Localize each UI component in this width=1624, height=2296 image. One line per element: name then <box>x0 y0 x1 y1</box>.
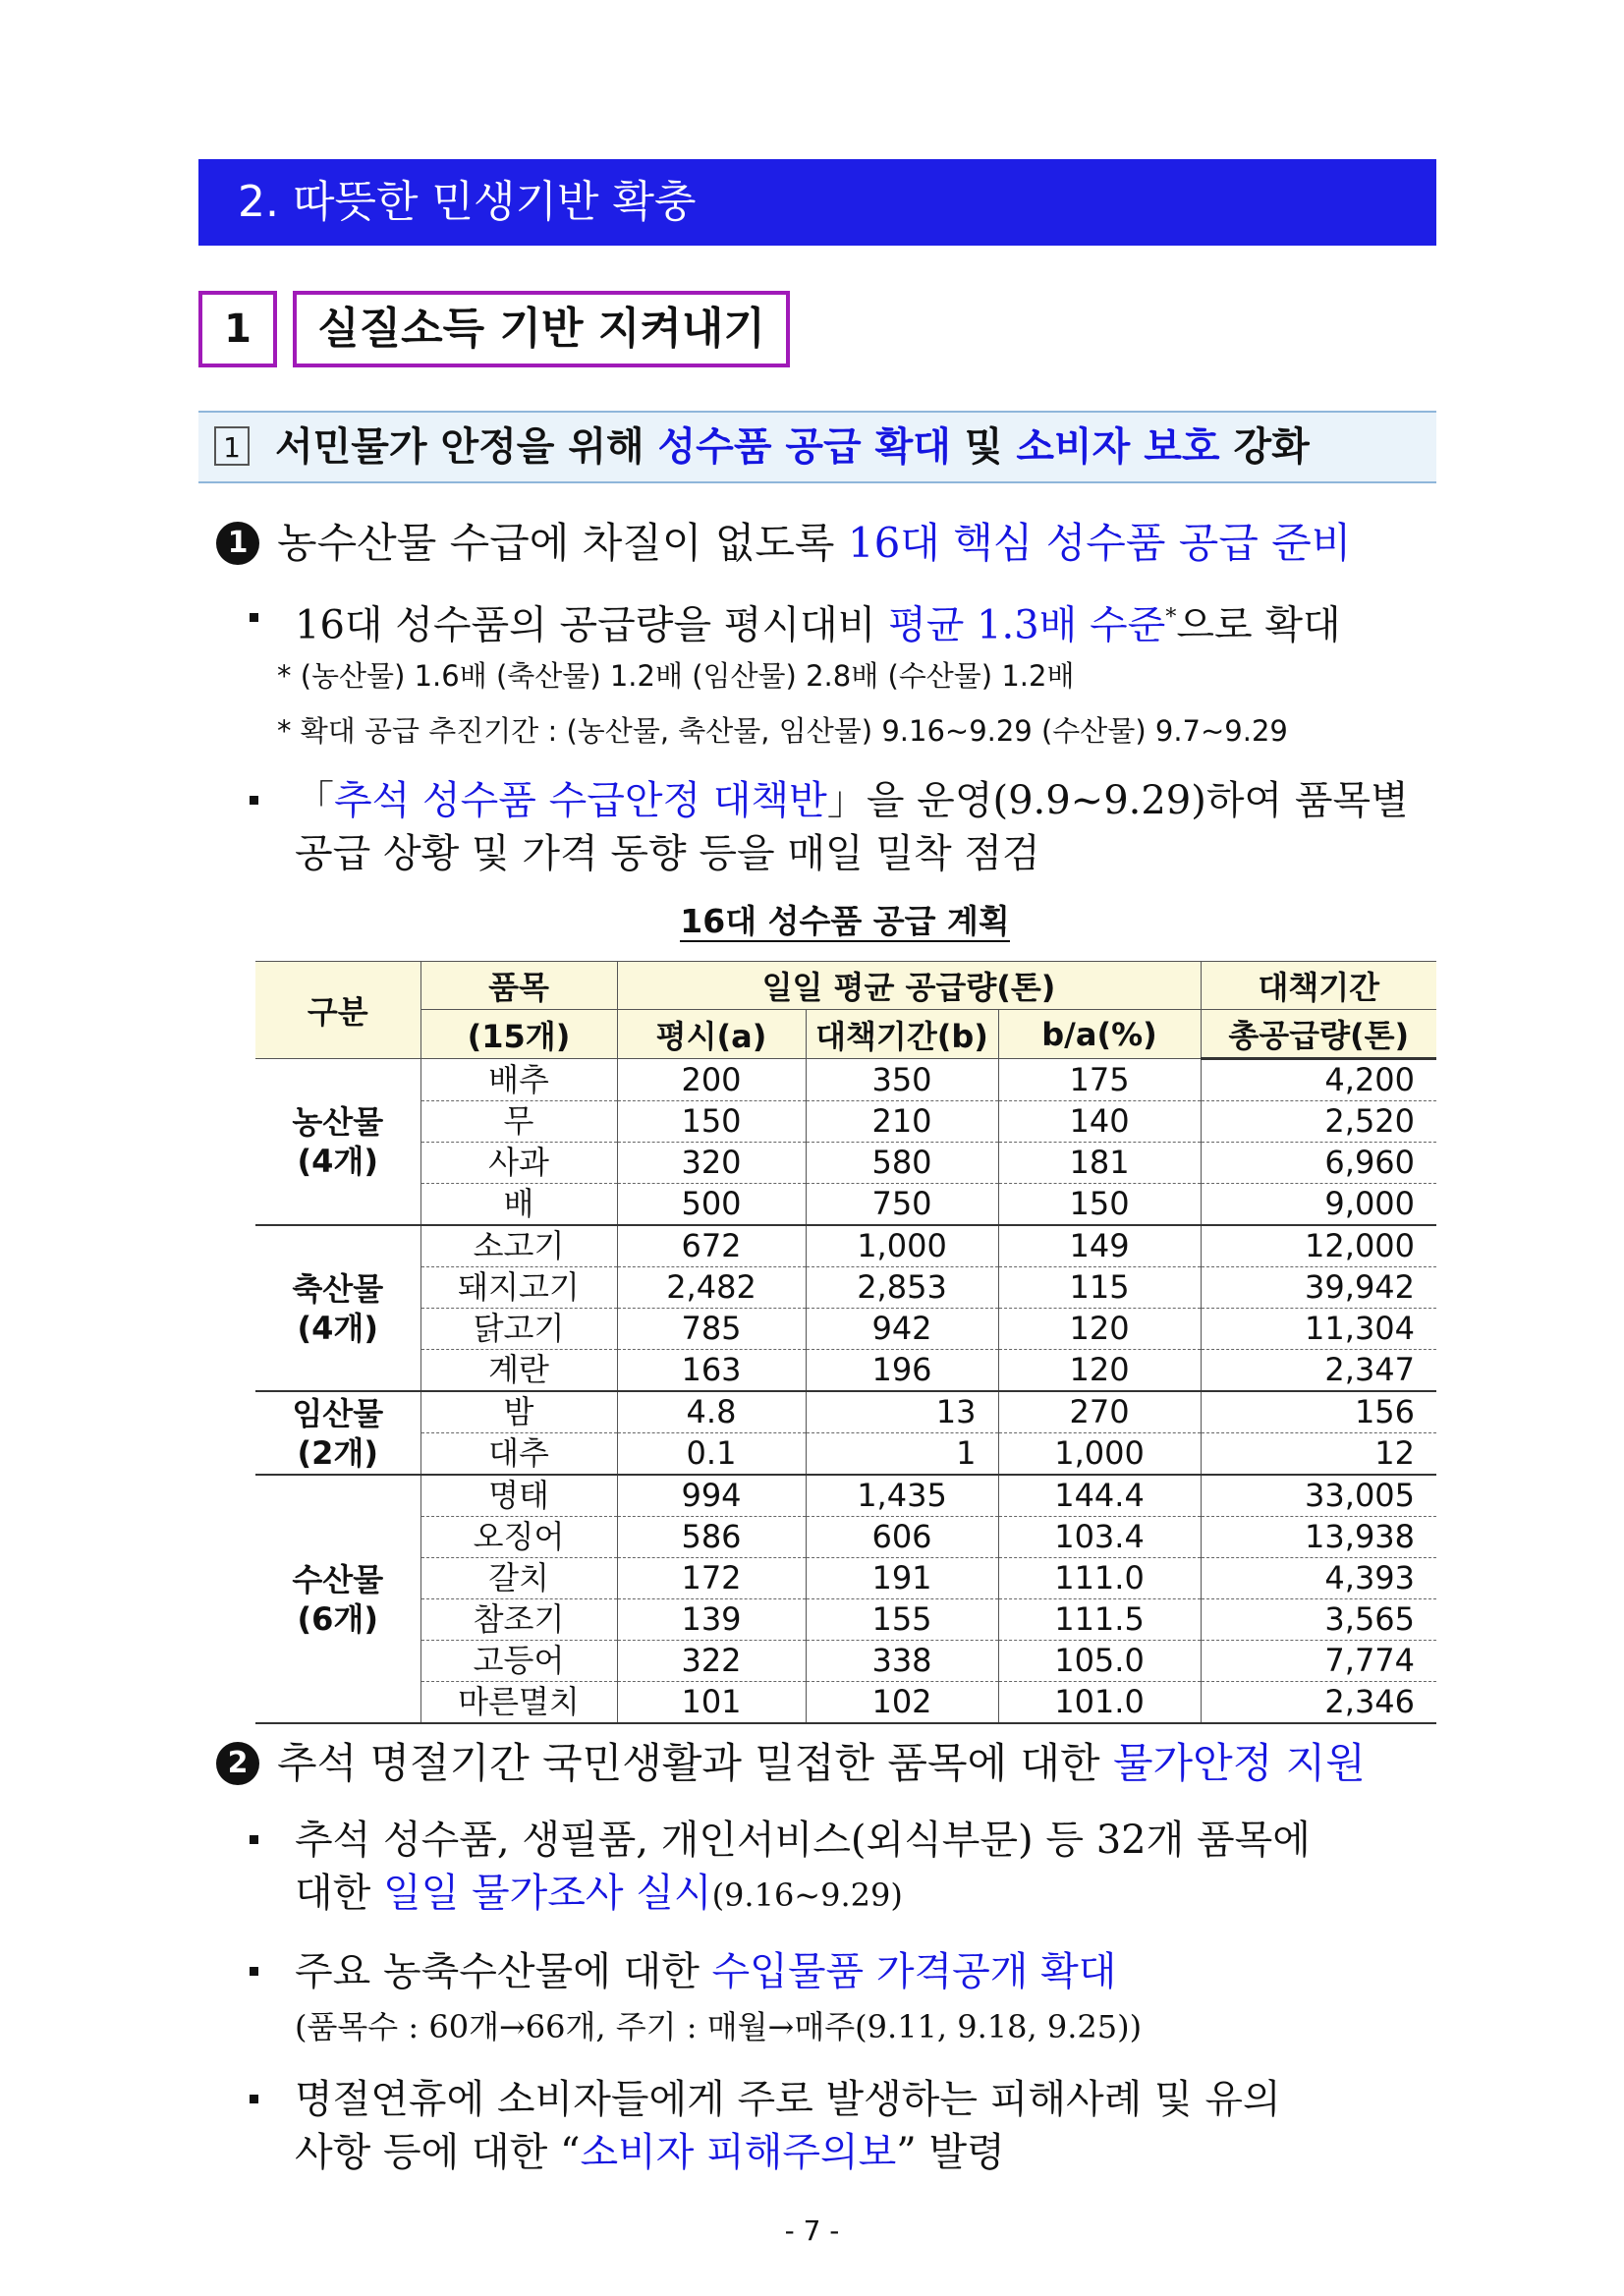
table-cell: 4,200 <box>1201 1059 1436 1101</box>
table-row <box>255 1059 1436 1101</box>
bullet2 <box>250 774 1448 880</box>
bullet3-text-a: 추석 성수품, 생필품, 개인서비스(외식부문) 등 32개 품목에 <box>295 1818 1311 1863</box>
table-cell: 150 <box>998 1184 1201 1226</box>
table-cell: 4,393 <box>1201 1558 1436 1599</box>
table-cell: 144.4 <box>998 1475 1201 1517</box>
header-total-1: 대책기간 <box>1201 962 1436 1010</box>
table-cell: 139 <box>617 1599 806 1641</box>
topic-text-a: 서민물가 안정을 위해 <box>275 424 658 470</box>
table-cell: 210 <box>806 1101 998 1143</box>
bullet3-text-b: 대한 <box>295 1871 383 1916</box>
bullet-marker <box>250 796 258 805</box>
table-cell: 13 <box>806 1391 998 1433</box>
topic-text-d: 소비자 보호 <box>1016 424 1220 470</box>
table-row <box>255 1641 1436 1682</box>
table-cell: 갈치 <box>420 1558 617 1599</box>
bullet4-line2: (품목수 : 60개→66개, 주기 : 매월→매주(9.11, 9.18, 9.25)) <box>295 2008 1143 2045</box>
table-cell: 320 <box>617 1143 806 1184</box>
table-row <box>255 1350 1436 1392</box>
bullet3 <box>250 1814 1448 1922</box>
table-cell: 1,000 <box>998 1433 1201 1476</box>
table-cell: 196 <box>806 1350 998 1392</box>
table-cell: 942 <box>806 1309 998 1350</box>
header-total-2: 총공급량(톤) <box>1201 1010 1436 1059</box>
table-cell: 120 <box>998 1309 1201 1350</box>
table-cell: 101.0 <box>998 1682 1201 1724</box>
table-row <box>255 1475 1436 1517</box>
table-cell: 156 <box>1201 1391 1436 1433</box>
table-cell: 무 <box>420 1101 617 1143</box>
bullet1-text-c: 으로 확대 <box>1176 602 1341 648</box>
table-cell: 172 <box>617 1558 806 1599</box>
table-cell: 350 <box>806 1059 998 1101</box>
topic-marker: 1 <box>214 426 250 466</box>
table-cell: 120 <box>998 1350 1201 1392</box>
table-row <box>255 1682 1436 1724</box>
table-cell: 200 <box>617 1059 806 1101</box>
table-cell: 102 <box>806 1682 998 1724</box>
topic-text-b: 성수품 공급 확대 <box>657 424 951 470</box>
table-cell: 140 <box>998 1101 1201 1143</box>
table-cell: 175 <box>998 1059 1201 1101</box>
item1-number: 1 <box>216 522 259 565</box>
table-cell: 155 <box>806 1599 998 1641</box>
bullet5-text-a: 명절연휴에 소비자들에게 주로 발생하는 피해사례 및 유의 <box>295 2077 1281 2122</box>
supply-table <box>255 961 1436 1724</box>
table-title: 16대 성수품 공급 계획 <box>680 902 1010 940</box>
table-cell: 150 <box>617 1101 806 1143</box>
bullet1-note1: * (농산물) 1.6배 (축산물) 1.2배 (임산물) 2.8배 (수산물) 1.2배 <box>277 659 1075 693</box>
table-row <box>255 1558 1436 1599</box>
section-title: 2. 따뜻한 민생기반 확충 <box>198 159 1436 246</box>
item2-text-a: 추석 명절기간 국민생활과 밀접한 품목에 대한 <box>277 1739 1113 1787</box>
bullet5-text-d: ” 발령 <box>896 2130 1005 2175</box>
table-row <box>255 1267 1436 1309</box>
table-cell: 3,565 <box>1201 1599 1436 1641</box>
table-cell: 500 <box>617 1184 806 1226</box>
header-item-count: (15개) <box>420 1010 617 1059</box>
item2-heading <box>216 1735 1444 1792</box>
table-cell: 12 <box>1201 1433 1436 1476</box>
table-cell: 6,960 <box>1201 1143 1436 1184</box>
bullet1-text-a: 16대 성수품의 공급량을 평시대비 <box>295 602 889 648</box>
group-label: 수산물 (6개) <box>255 1475 420 1723</box>
item1-heading <box>216 515 1444 572</box>
table-cell: 586 <box>617 1517 806 1558</box>
table-cell: 돼지고기 <box>420 1267 617 1309</box>
table-cell: 39,942 <box>1201 1267 1436 1309</box>
bullet-marker <box>250 613 258 622</box>
bullet3-text-c: 일일 물가조사 실시 <box>383 1871 712 1916</box>
header-item: 품목 <box>420 962 617 1010</box>
table-row <box>255 1433 1436 1476</box>
table-cell: 191 <box>806 1558 998 1599</box>
table-cell: 1 <box>806 1433 998 1476</box>
item2-text-b: 물가안정 지원 <box>1112 1739 1366 1787</box>
header-daily: 일일 평균 공급량(톤) <box>617 962 1201 1010</box>
bullet2-text-b: 추석 성수품 수급안정 대책반 <box>334 778 827 823</box>
table-cell: 사과 <box>420 1143 617 1184</box>
table-cell: 4.8 <box>617 1391 806 1433</box>
table-cell: 2,347 <box>1201 1350 1436 1392</box>
table-cell: 270 <box>998 1391 1201 1433</box>
group-label: 농산물 (4개) <box>255 1059 420 1226</box>
table-cell: 994 <box>617 1475 806 1517</box>
topic-bar <box>198 411 1436 483</box>
topic-text-e: 강화 <box>1219 424 1310 470</box>
table-cell: 고등어 <box>420 1641 617 1682</box>
group-label: 임산물 (2개) <box>255 1391 420 1475</box>
topic-text-c: 및 <box>950 424 1017 470</box>
table-row <box>255 1391 1436 1433</box>
table-row <box>255 1143 1436 1184</box>
table-cell: 111.0 <box>998 1558 1201 1599</box>
bullet1-note2: * 확대 공급 추진기간 : (농산물, 축산물, 임산물) 9.16~9.29 (수산물) 9.7~9.29 <box>277 714 1288 748</box>
page-number: - 7 - <box>784 2214 840 2247</box>
table-cell: 1,000 <box>806 1225 998 1267</box>
subsection-number: 1 <box>198 291 277 367</box>
table-row <box>255 1309 1436 1350</box>
table-cell: 163 <box>617 1350 806 1392</box>
bullet5-text-b: 사항 등에 대한 “ <box>295 2130 581 2175</box>
header-category: 구분 <box>255 962 420 1059</box>
bullet1-star: * <box>1165 605 1177 630</box>
table-cell: 7,774 <box>1201 1641 1436 1682</box>
table-cell: 111.5 <box>998 1599 1201 1641</box>
table-cell: 13,938 <box>1201 1517 1436 1558</box>
bullet-marker <box>250 2095 258 2103</box>
bullet4-text-a: 주요 농축수산물에 대한 <box>295 1949 712 1994</box>
group-label: 축산물 (4개) <box>255 1225 420 1391</box>
table-cell: 105.0 <box>998 1641 1201 1682</box>
table-cell: 대추 <box>420 1433 617 1476</box>
subsection-title: 실질소득 기반 지켜내기 <box>293 291 790 367</box>
bullet3-text-d: (9.16~9.29) <box>711 1876 903 1914</box>
table-cell: 580 <box>806 1143 998 1184</box>
table-cell: 닭고기 <box>420 1309 617 1350</box>
table-cell: 2,520 <box>1201 1101 1436 1143</box>
table-cell: 0.1 <box>617 1433 806 1476</box>
table-cell: 2,853 <box>806 1267 998 1309</box>
bullet4 <box>250 1945 1448 2053</box>
table-cell: 115 <box>998 1267 1201 1309</box>
table-row <box>255 1599 1436 1641</box>
table-cell: 9,000 <box>1201 1184 1436 1226</box>
bullet1-text-b: 평균 1.3배 수준 <box>888 602 1166 648</box>
header-period: 대책기간(b) <box>806 1010 998 1059</box>
table-cell: 322 <box>617 1641 806 1682</box>
item1-text-b: 16대 핵심 성수품 공급 준비 <box>847 519 1352 567</box>
table-row <box>255 1101 1436 1143</box>
table-row <box>255 1184 1436 1226</box>
table-cell: 33,005 <box>1201 1475 1436 1517</box>
table-cell: 오징어 <box>420 1517 617 1558</box>
table-cell: 2,482 <box>617 1267 806 1309</box>
table-cell: 마른멸치 <box>420 1682 617 1724</box>
bullet2-line2: 공급 상황 및 가격 동향 등을 매일 밀착 점검 <box>295 831 1040 876</box>
table-cell: 명태 <box>420 1475 617 1517</box>
table-cell: 밤 <box>420 1391 617 1433</box>
bullet2-text-c: 」을 운영(9.9~9.29)하여 품목별 <box>826 778 1409 823</box>
table-cell: 606 <box>806 1517 998 1558</box>
bullet-marker <box>250 1835 258 1844</box>
item2-number: 2 <box>216 1742 259 1785</box>
table-cell: 785 <box>617 1309 806 1350</box>
table-cell: 101 <box>617 1682 806 1724</box>
table-cell: 12,000 <box>1201 1225 1436 1267</box>
bullet1 <box>250 591 1448 651</box>
table-cell: 배추 <box>420 1059 617 1101</box>
table-cell: 참조기 <box>420 1599 617 1641</box>
table-row <box>255 1225 1436 1267</box>
table-cell: 672 <box>617 1225 806 1267</box>
bullet-marker <box>250 1967 258 1976</box>
bullet5-text-c: 소비자 피해주의보 <box>580 2130 897 2175</box>
table-cell: 338 <box>806 1641 998 1682</box>
table-cell: 1,435 <box>806 1475 998 1517</box>
table-row <box>255 1517 1436 1558</box>
table-cell: 2,346 <box>1201 1682 1436 1724</box>
table-cell: 149 <box>998 1225 1201 1267</box>
table-cell: 11,304 <box>1201 1309 1436 1350</box>
table-cell: 103.4 <box>998 1517 1201 1558</box>
table-cell: 배 <box>420 1184 617 1226</box>
item1-text-a: 농수산물 수급에 차질이 없도록 <box>277 519 848 567</box>
table-cell: 750 <box>806 1184 998 1226</box>
header-normal: 평시(a) <box>617 1010 806 1059</box>
bullet2-text-a: 「 <box>295 778 334 823</box>
table-cell: 계란 <box>420 1350 617 1392</box>
header-ratio: b/a(%) <box>998 1010 1201 1059</box>
bullet5 <box>250 2073 1448 2179</box>
bullet4-text-b: 수입물품 가격공개 확대 <box>711 1949 1117 1994</box>
table-cell: 소고기 <box>420 1225 617 1267</box>
table-cell: 181 <box>998 1143 1201 1184</box>
